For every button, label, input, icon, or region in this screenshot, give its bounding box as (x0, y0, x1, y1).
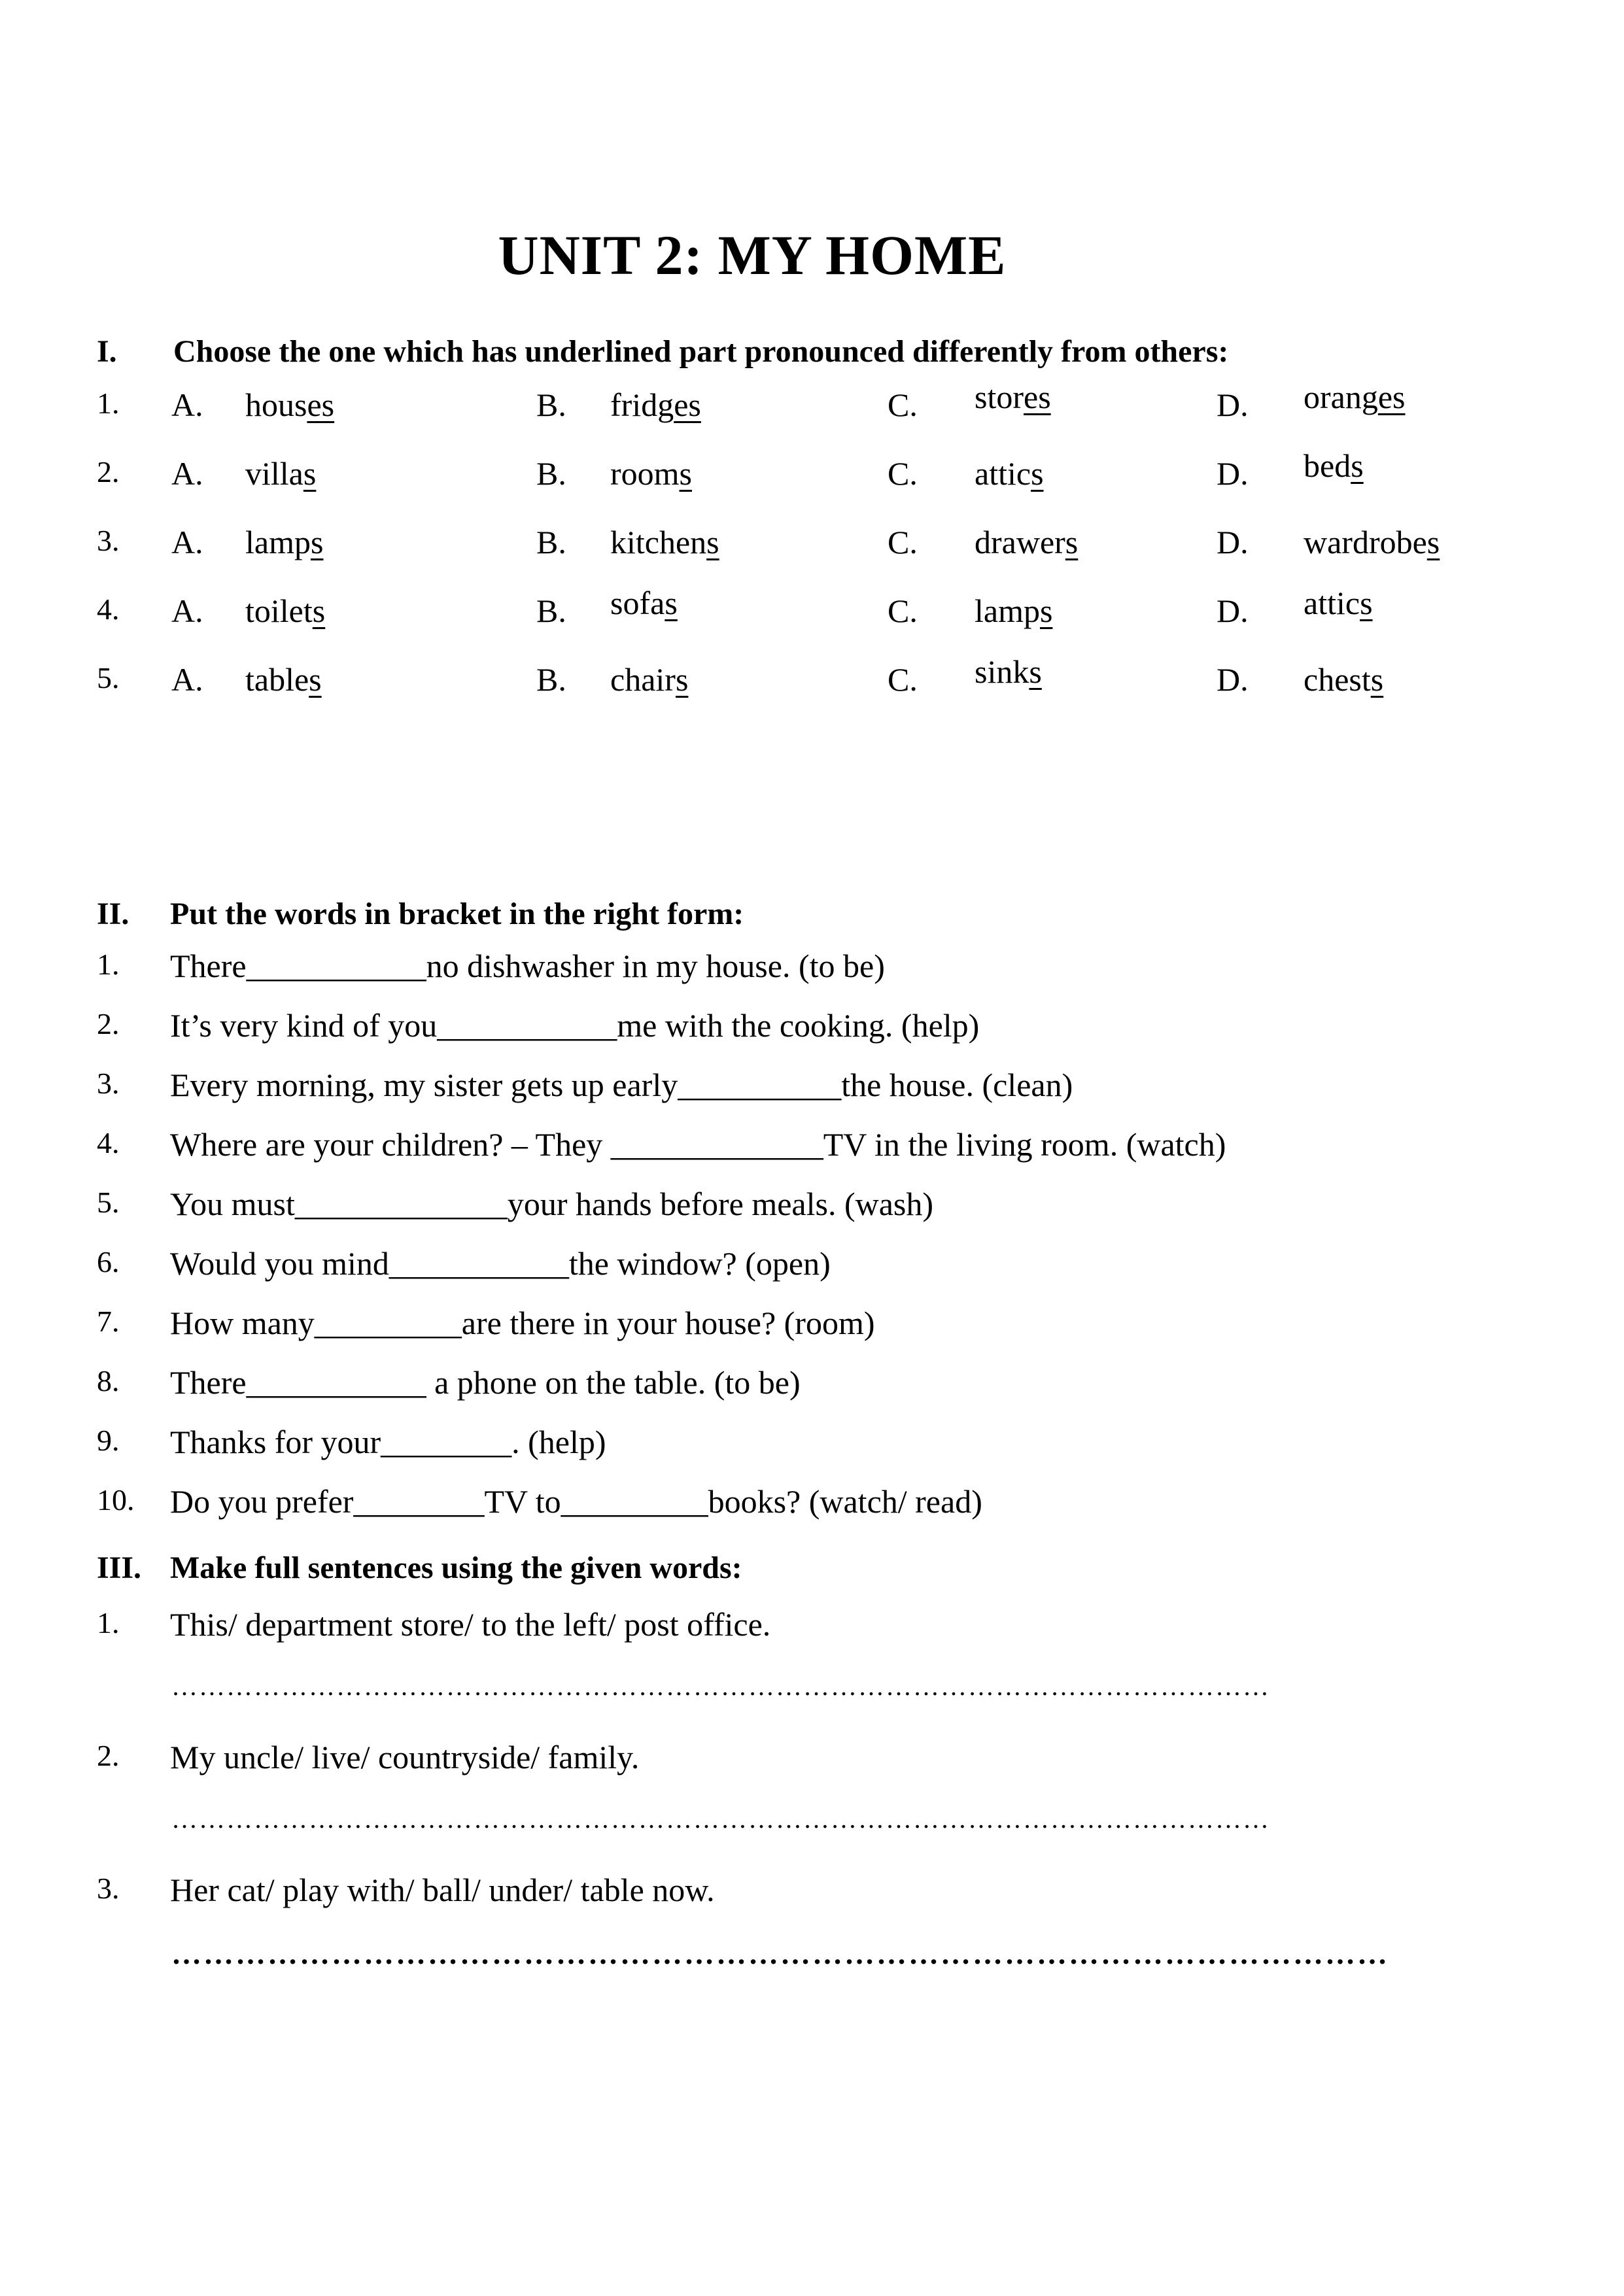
option-word-underlined-part: es (307, 386, 335, 423)
fill-in-sentence: How many_________are there in your house? (room) (170, 1305, 875, 1341)
option-word (245, 592, 325, 630)
option-word-underlined-part: s (679, 455, 693, 492)
fill-in-sentence: Where are your children? – They _____________TV in the living room. (watch) (170, 1126, 1226, 1163)
section-1-numeral: I. (97, 334, 117, 369)
option-word-underlined-part: s (1426, 524, 1440, 560)
option-word-stem: lamp (245, 524, 311, 560)
fill-in-sentence: It’s very kind of you___________me with the cooking. (help) (170, 1007, 980, 1044)
section-2-numeral: II. (97, 897, 130, 931)
option-word (245, 660, 322, 698)
option-word-underlined-part: es (674, 386, 701, 423)
item-number: 9. (97, 1424, 120, 1457)
option-word-underlined-part: s (1039, 592, 1053, 629)
option-word-stem: bed (1304, 447, 1351, 484)
fill-in-sentence: Do you prefer________TV to_________books? (watch/ read) (170, 1483, 982, 1520)
option-letter: D. (1217, 455, 1249, 492)
sentence-prompt: Her cat/ play with/ ball/ under/ table now. (170, 1872, 715, 1908)
item-number: 2. (97, 1739, 120, 1772)
option-word (1304, 523, 1440, 561)
option-word-underlined-part: es (1024, 379, 1051, 415)
option-letter: A. (171, 524, 203, 560)
item-number: 2. (97, 1007, 120, 1040)
option-letter: C. (888, 661, 918, 698)
option-word (975, 592, 1052, 630)
section-3-heading: Make full sentences using the given words: (170, 1551, 742, 1585)
option-word-stem: lamp (975, 592, 1040, 629)
option-word-underlined-part: s (303, 455, 317, 492)
question-number: 4. (97, 592, 120, 626)
option-word-stem: sofa (610, 585, 665, 621)
fill-in-sentence: There___________ a phone on the table. (to be) (170, 1364, 801, 1401)
option-letter: D. (1217, 592, 1249, 629)
option-word-underlined-part: s (1031, 455, 1044, 492)
option-word-underlined-part: s (1065, 524, 1079, 560)
option-word-stem: chair (610, 661, 676, 698)
fill-in-sentence: Every morning, my sister gets up early__________the house. (clean) (170, 1067, 1073, 1103)
answer-line: ………………………………………………………………………………………………………… (171, 1671, 1270, 1701)
answer-line: …………………………………………………………………………………………………… (171, 1937, 1389, 1970)
option-word (610, 523, 719, 561)
option-word-underlined-part: s (1370, 661, 1384, 698)
question-number: 3. (97, 524, 120, 557)
option-letter: B. (536, 592, 566, 629)
option-word (975, 523, 1078, 561)
option-letter: C. (888, 386, 918, 423)
fill-in-sentence: Would you mind___________the window? (open) (170, 1245, 831, 1282)
option-word (245, 454, 316, 492)
option-word (975, 454, 1044, 492)
option-word-stem: kitchen (610, 524, 707, 560)
option-word (610, 584, 678, 622)
fill-in-sentence: Thanks for your________. (help) (170, 1424, 606, 1460)
item-number: 8. (97, 1364, 120, 1397)
option-word-underlined-part: s (310, 524, 324, 560)
option-word-underlined-part: es (1377, 379, 1406, 415)
option-letter: A. (171, 592, 203, 629)
question-number: 1. (97, 386, 120, 420)
option-word-underlined-part: s (1360, 585, 1373, 621)
option-word-stem: room (610, 455, 680, 492)
option-word (975, 653, 1042, 691)
option-word-underlined-part: s (706, 524, 719, 560)
item-number: 3. (97, 1872, 120, 1905)
option-letter: C. (888, 524, 918, 560)
item-number: 7. (97, 1305, 120, 1338)
section-2-heading: Put the words in bracket in the right form: (170, 897, 744, 931)
fill-in-sentence: You must_____________your hands before meals. (wash) (170, 1186, 934, 1222)
option-word-stem: attic (1304, 585, 1360, 621)
option-word (975, 378, 1051, 416)
option-word-underlined-part: s (309, 661, 322, 698)
option-letter: A. (171, 386, 203, 423)
option-word-stem: hous (245, 386, 307, 423)
option-letter: D. (1217, 661, 1249, 698)
option-letter: C. (888, 592, 918, 629)
option-letter: B. (536, 386, 566, 423)
option-word-stem: sink (975, 653, 1029, 690)
option-word (610, 386, 701, 424)
option-word-stem: wardrobe (1304, 524, 1427, 560)
item-number: 1. (97, 1606, 120, 1639)
option-word-underlined-part: s (1029, 653, 1042, 690)
option-word (1304, 378, 1406, 416)
option-word-underlined-part: s (665, 585, 678, 621)
option-letter: B. (536, 524, 566, 560)
option-word-underlined-part: s (312, 592, 326, 629)
option-word-stem: chest (1304, 661, 1371, 698)
item-number: 4. (97, 1126, 120, 1159)
section-3-numeral: III. (97, 1551, 142, 1585)
option-letter: D. (1217, 386, 1249, 423)
option-letter: A. (171, 455, 203, 492)
sentence-prompt: This/ department store/ to the left/ post office. (170, 1606, 771, 1643)
option-word (1304, 447, 1364, 485)
question-number: 5. (97, 661, 120, 694)
option-word-underlined-part: s (675, 661, 689, 698)
sentence-prompt: My uncle/ live/ countryside/ family. (170, 1739, 640, 1775)
option-word (245, 386, 334, 424)
option-letter: C. (888, 455, 918, 492)
item-number: 5. (97, 1186, 120, 1219)
option-word-stem: toilet (245, 592, 313, 629)
option-word (610, 454, 692, 492)
option-word (1304, 584, 1373, 622)
option-letter: A. (171, 661, 203, 698)
item-number: 6. (97, 1245, 120, 1278)
option-letter: B. (536, 455, 566, 492)
section-1-heading: Choose the one which has underlined part pronounced differently from others: (173, 334, 1229, 369)
option-word-stem: table (245, 661, 309, 698)
item-number: 10. (97, 1483, 135, 1516)
question-number: 2. (97, 455, 120, 488)
option-word-stem: drawer (975, 524, 1065, 560)
option-word (1304, 660, 1383, 698)
option-letter: D. (1217, 524, 1249, 560)
item-number: 3. (97, 1067, 120, 1100)
item-number: 1. (97, 948, 120, 981)
fill-in-sentence: There___________no dishwasher in my house. (to be) (170, 948, 885, 984)
option-word (610, 660, 688, 698)
option-letter: B. (536, 661, 566, 698)
option-word-stem: attic (975, 455, 1031, 492)
option-word-stem: fridg (610, 386, 674, 423)
answer-line: ………………………………………………………………………………………………………… (171, 1804, 1270, 1834)
option-word-stem: villa (245, 455, 303, 492)
option-word (245, 523, 323, 561)
option-word-stem: stor (975, 379, 1024, 415)
option-word-underlined-part: s (1351, 447, 1364, 484)
option-word-stem: orang (1304, 379, 1378, 415)
page-title: UNIT 2: MY HOME (498, 224, 1007, 286)
